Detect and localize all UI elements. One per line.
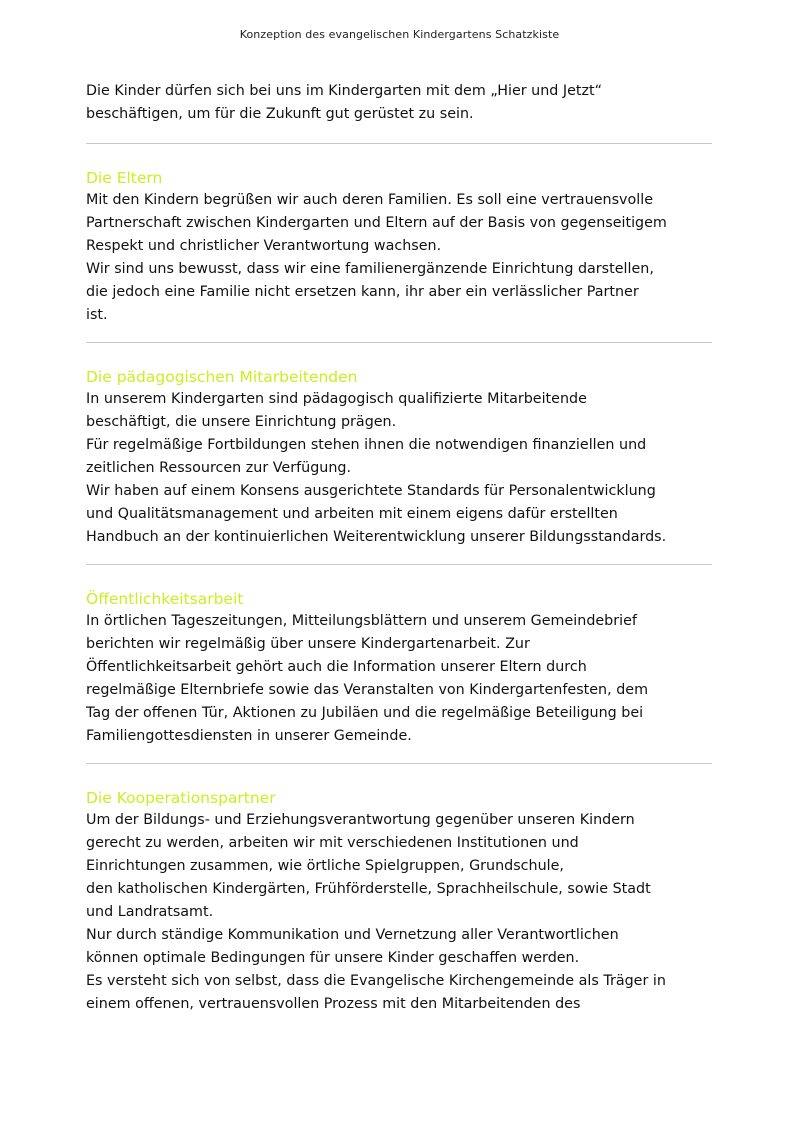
text-line: Handbuch an der kontinuierlichen Weiterentwicklung unserer Bildungsstandards. (86, 529, 667, 545)
document-body (86, 80, 718, 1016)
text-line: berichten wir regelmäßig über unsere Kindergartenarbeit. Zur (86, 636, 530, 652)
text-line: regelmäßige Elternbriefe sowie das Veranstalten von Kindergartenfesten, dem (86, 682, 648, 698)
text-line: Einrichtungen zusammen, wie örtliche Spielgruppen, Grundschule, (86, 858, 564, 874)
section-paragraph (86, 388, 718, 549)
section-oeffentlichkeitsarbeit (86, 588, 718, 748)
text-line: gerecht zu werden, arbeiten wir mit verschiedenen Institutionen und (86, 835, 579, 851)
section-paragraph (86, 809, 718, 1016)
section-paragraph (86, 610, 718, 748)
text-line: einem offenen, vertrauensvollen Prozess mit den Mitarbeitenden des (86, 996, 581, 1012)
section-title: Öffentlichkeitsarbeit (86, 590, 244, 608)
text-line: Wir sind uns bewusst, dass wir eine familienergänzende Einrichtung darstellen, (86, 261, 654, 277)
text-line: Mit den Kindern begrüßen wir auch deren Familien. Es soll eine vertrauensvolle (86, 192, 653, 208)
section-eltern (86, 167, 718, 327)
text-line: und Landratsamt. (86, 904, 214, 920)
text-line: Um der Bildungs- und Erziehungsverantwortung gegenüber unseren Kindern (86, 812, 635, 828)
text-line: Wir haben auf einem Konsens ausgerichtete Standards für Personalentwicklung (86, 483, 656, 499)
text-line: In unserem Kindergarten sind pädagogisch qualifizierte Mitarbeitende (86, 391, 587, 407)
text-line: und Qualitätsmanagement und arbeiten mit einem eigens dafür erstellten (86, 506, 618, 522)
text-line: zeitlichen Ressourcen zur Verfügung. (86, 460, 352, 476)
section-title: Die Eltern (86, 169, 163, 187)
page-header: Konzeption des evangelischen Kindergartens Schatzkiste (239, 28, 560, 41)
text-line: Respekt und christlicher Verantwortung wachsen. (86, 238, 442, 254)
section-title: Die Kooperationspartner (86, 789, 276, 807)
text-line: Für regelmäßige Fortbildungen stehen ihnen die notwendigen finanziellen und (86, 437, 647, 453)
text-line: Die Kinder dürfen sich bei uns im Kindergarten mit dem „Hier und Jetzt“ (86, 83, 603, 99)
text-line: können optimale Bedingungen für unsere Kinder geschaffen werden. (86, 950, 580, 966)
text-line: den katholischen Kindergärten, Frühförderstelle, Sprachheilschule, sowie Stadt (86, 881, 651, 897)
text-line: Tag der offenen Tür, Aktionen zu Jubiläen und die regelmäßige Beteiligung bei (86, 705, 644, 721)
text-line: die jedoch eine Familie nicht ersetzen kann, ihr aber ein verlässlicher Partner (86, 284, 639, 300)
section-paragraph (86, 189, 718, 327)
text-line: ist. (86, 307, 108, 323)
text-line: beschäftigen, um für die Zukunft gut gerüstet zu sein. (86, 106, 474, 122)
text-line: Nur durch ständige Kommunikation und Vernetzung aller Verantwortlichen (86, 927, 619, 943)
text-line: Familiengottesdiensten in unserer Gemeinde. (86, 728, 412, 744)
text-line: Es versteht sich von selbst, dass die Evangelische Kirchengemeinde als Träger in (86, 973, 666, 989)
text-line: In örtlichen Tageszeitungen, Mitteilungsblättern und unserem Gemeindebrief (86, 613, 637, 629)
intro-paragraph (86, 80, 718, 126)
section-title: Die pädagogischen Mitarbeitenden (86, 368, 358, 386)
section-kooperationspartner (86, 787, 718, 1016)
text-line: beschäftigt, die unsere Einrichtung prägen. (86, 414, 397, 430)
text-line: Öffentlichkeitsarbeit gehört auch die Information unserer Eltern durch (86, 659, 587, 675)
text-line: Partnerschaft zwischen Kindergarten und Eltern auf der Basis von gegenseitigem (86, 215, 667, 231)
section-mitarbeitende (86, 366, 718, 549)
